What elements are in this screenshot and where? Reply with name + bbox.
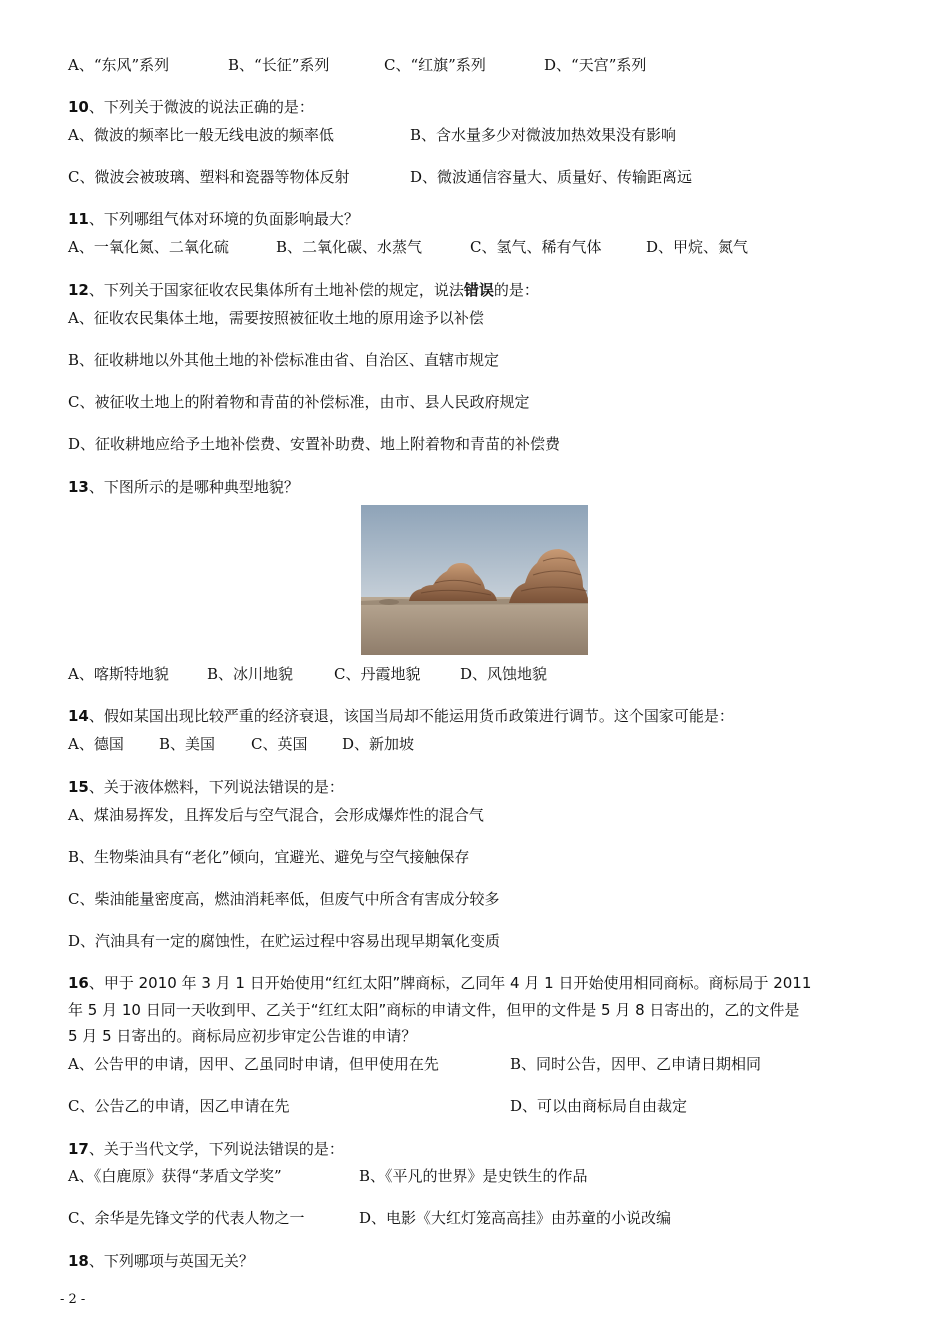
q13-text: 、下图所示的是哪种典型地貌？ [88,478,299,496]
landform-photo [361,505,588,655]
q11-option-b: B、二氧化碳、水蒸气 [276,238,423,256]
q12-option-c: C、被征收土地上的附着物和青苗的补偿标准，由市、县人民政府规定 [68,393,530,411]
q10-option-c: C、微波会被玻璃、塑料和瓷器等物体反射 [68,168,350,186]
q10-stem [68,97,314,117]
q14-text: 、假如某国出现比较严重的经济衰退，该国当局却不能运用货币政策进行调节。这个国家可能是： [88,707,734,725]
q11-option-d: D、甲烷、氮气 [646,238,749,256]
q16-option-a: A、公告甲的申请，因甲、乙虽同时申请，但甲使用在先 [68,1055,439,1073]
q10-option-d: D、微波通信容量大、质量好、传输距离远 [410,168,693,186]
q18-stem [68,1251,254,1271]
q10-number: 10 [68,98,89,116]
q16-stem-line3: 5 月 5 日寄出的。商标局应初步审定公告谁的申请？ [68,1027,417,1045]
q15-option-a: A、煤油易挥发，且挥发后与空气混合，会形成爆炸性的混合气 [68,806,484,824]
q17-option-b: B、《平凡的世界》是史铁生的作品 [359,1167,588,1185]
q14-option-c: C、英国 [251,735,308,753]
q12-number: 12 [68,281,89,299]
q10-options-row2 [68,167,693,187]
q15-option-c: C、柴油能量密度高，燃油消耗率低，但废气中所含有害成分较多 [68,890,500,908]
q14-stem [68,706,734,726]
q12-text-before: 、下列关于国家征收农民集体所有土地补偿的规定，说法 [88,281,464,299]
q9-option-a: A、“东风”系列 [68,56,170,74]
q12-option-a: A、征收农民集体土地，需要按照被征收土地的原用途予以补偿 [68,309,484,327]
q13-options [68,664,548,684]
q11-option-a: A、一氧化氮、二氧化硫 [68,238,229,256]
q12-option-b: B、征收耕地以外其他土地的补偿标准由省、自治区、直辖市规定 [68,351,500,369]
q17-text: 、关于当代文学，下列说法错误的是： [88,1140,344,1158]
q12-text-after: 的是： [493,281,539,299]
q17-number: 17 [68,1140,89,1158]
q16-text-line1: 、甲于 2010 年 3 月 1 日开始使用“红红太阳”牌商标，乙同年 4 月 1 日开始使用相同商标。商标局于 2011 [88,974,812,992]
q16-option-c: C、公告乙的申请，因乙申请在先 [68,1097,290,1115]
q15-option-d: D、汽油具有一定的腐蚀性，在贮运过程中容易出现早期氧化变质 [68,932,501,950]
q18-number: 18 [68,1252,89,1270]
q10-option-a: A、微波的频率比一般无线电波的频率低 [68,126,334,144]
q10-options-row1 [68,125,677,145]
q14-options [68,734,415,754]
q12-stem [68,280,539,300]
q16-stem-line1 [68,973,811,993]
q13-option-c: C、丹霞地貌 [334,665,421,683]
q17-options-row1 [68,1166,588,1186]
q12-text-emphasis: 错误 [463,281,494,299]
q9-option-c: C、“红旗”系列 [384,56,486,74]
q15-text: 、关于液体燃料，下列说法错误的是： [88,778,344,796]
q9-option-b: B、“长征”系列 [228,56,330,74]
q16-options-row2 [68,1096,688,1116]
q14-number: 14 [68,707,89,725]
q12-option-d: D、征收耕地应给予土地补偿费、安置补助费、地上附着物和青苗的补偿费 [68,435,561,453]
q17-stem [68,1139,344,1159]
q11-text: 、下列哪组气体对环境的负面影响最大？ [88,210,359,228]
q15-option-b: B、生物柴油具有“老化”倾向，宜避光、避免与空气接触保存 [68,848,470,866]
q9-options [68,55,647,75]
q11-option-c: C、氢气、稀有气体 [470,238,602,256]
q13-option-d: D、风蚀地貌 [460,665,548,683]
q14-option-a: A、德国 [68,735,124,753]
q11-number: 11 [68,210,89,228]
q10-text: 、下列关于微波的说法正确的是： [88,98,314,116]
q10-option-b: B、含水量多少对微波加热效果没有影响 [410,126,677,144]
q17-option-d: D、电影《大红灯笼高高挂》由苏童的小说改编 [359,1209,672,1227]
q14-option-d: D、新加坡 [342,735,415,753]
q15-number: 15 [68,778,89,796]
page-number: - 2 - [60,1292,86,1307]
q13-stem [68,477,299,497]
q13-number: 13 [68,478,89,496]
q17-option-a: A、《白鹿原》获得“茅盾文学奖” [68,1167,282,1185]
q11-stem [68,209,359,229]
q13-option-b: B、冰川地貌 [207,665,294,683]
q16-option-d: D、可以由商标局自由裁定 [510,1097,688,1115]
q16-stem-line2: 年 5 月 10 日同一天收到甲、乙关于“红红太阳”商标的申请文件，但甲的文件是 5 月 8 日寄出的，乙的文件是 [68,1001,800,1019]
q18-text: 、下列哪项与英国无关？ [88,1252,254,1270]
q9-option-d: D、“天宫”系列 [544,56,647,74]
q11-options [68,237,749,257]
q13-option-a: A、喀斯特地貌 [68,665,169,683]
q16-number: 16 [68,974,89,992]
q17-options-row2 [68,1208,672,1228]
q15-stem [68,777,344,797]
q16-option-b: B、同时公告，因甲、乙申请日期相同 [510,1055,762,1073]
q16-options-row1 [68,1054,762,1074]
q14-option-b: B、美国 [159,735,216,753]
q17-option-c: C、余华是先锋文学的代表人物之一 [68,1209,305,1227]
